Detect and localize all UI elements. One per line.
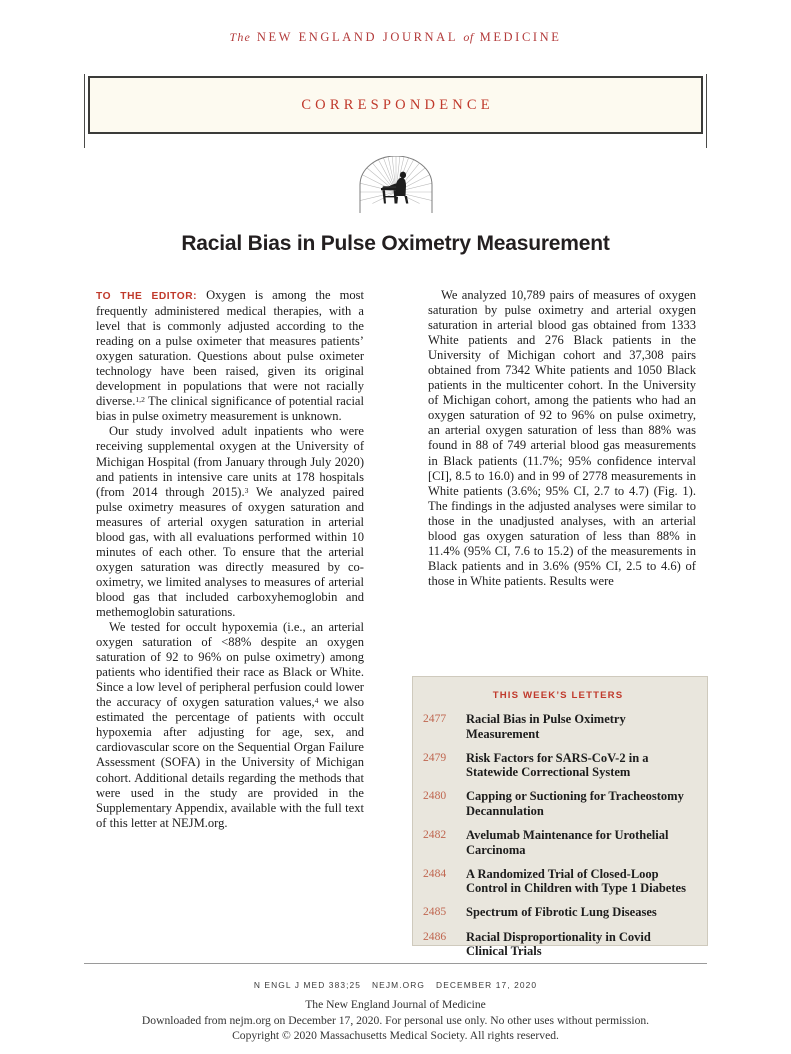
- list-item[interactable]: [423, 712, 693, 751]
- page-title: Racial Bias in Pulse Oximetry Measurement: [181, 232, 610, 255]
- list-item[interactable]: [423, 905, 693, 929]
- paragraph-2-text-a: Our study involved adult inpatients who were receiving supplemental oxygen at the University of Michigan Hospital (from January through July 2020) and patients in intensive care units at 178 hospitals (from 2014 through 2015).: [96, 424, 364, 499]
- paragraph-3: [96, 620, 364, 831]
- letter-title[interactable]: A Randomized Trial of Closed-Loop Control in Children with Type 1 Diabetes: [466, 866, 686, 896]
- footer-citation: [0, 980, 791, 990]
- body-column-right: [428, 288, 696, 589]
- masthead-the: The: [229, 30, 252, 44]
- paragraph-1: [96, 288, 364, 424]
- letter-page-number: 2485: [423, 905, 447, 919]
- masthead-tail: MEDICINE: [479, 30, 562, 44]
- correspondence-banner: [88, 76, 703, 134]
- letter-page-number: 2480: [423, 789, 447, 803]
- paragraph-1-tail: The clinical significance of potential racial bias in pulse oximetry measurement is unknown.: [96, 394, 364, 424]
- list-item[interactable]: [423, 789, 693, 828]
- footer-legal-line-2: Downloaded from nejm.org on December 17, 2020. For personal use only. No other uses without permission.: [141, 1013, 650, 1027]
- paragraph-4: We analyzed 10,789 pairs of measures of oxygen saturation by pulse oximetry and arterial oxygen saturation in arterial blood gas obtained from 1333 White patients and 276 Black patients in the University of Michigan cohort and 37,308 pairs obtained from 7342 White patients and 1050 Black patients in the multicenter cohort. In the University of Michigan cohort, among the patients who had an oxygen saturation of 92 to 96% on pulse oximetry, an arterial oxygen saturation of less than 88% was found in 88 of 749 arterial blood gas measurements in Black patients (11.7%; 95% confidence interval [CI], 8.5 to 16.0) and in 99 of 2778 measurements in White patients (3.6%; 95% CI, 2.7 to 4.7) (Fig. 1). The findings in the adjusted analyses were similar to those in the unadjusted analyses, with an arterial blood gas oxygen saturation of less than 88% in 11.4% (95% CI, 7.6 to 15.2) of the measurements in Black patients and in 3.6% (95% CI, 2.5 to 4.6) of those in White patients. Results were: [428, 288, 696, 588]
- lead-in-label: TO THE EDITOR:: [96, 291, 198, 302]
- list-item[interactable]: [423, 828, 693, 867]
- letter-page-number: 2482: [423, 828, 447, 842]
- footer-legal-line-3: Copyright © 2020 Massachusetts Medical Society. All rights reserved.: [232, 1029, 559, 1043]
- letter-title[interactable]: Capping or Suctioning for Tracheostomy Decannulation: [466, 789, 684, 818]
- this-weeks-letters-heading: THIS WEEK’S LETTERS: [492, 690, 624, 701]
- journal-masthead: [0, 28, 791, 46]
- paragraph-3-text-b: we also estimated the percentage of patients with occult hypoxemia after adjusting for age, sex, and cardiovascular score on the Sequential Organ Failure Assessment (SOFA) in the University of Michigan cohort. Additional details regarding the methods that were used in the study are provided in the Supplementary Appendix, available with the full text of this letter at NEJM.org.: [96, 695, 364, 830]
- footer-site: NEJM.ORG: [372, 980, 426, 990]
- letter-title[interactable]: Avelumab Maintenance for Urothelial Carcinoma: [466, 828, 669, 857]
- masthead-of: of: [463, 30, 474, 44]
- body-column-left: [96, 288, 364, 831]
- letter-title[interactable]: Spectrum of Fibrotic Lung Diseases: [466, 905, 657, 920]
- letter-title[interactable]: Risk Factors for SARS-CoV-2 in a Statewide Correctional System: [466, 750, 649, 780]
- footer-date: DECEMBER 17, 2020: [436, 980, 538, 990]
- this-weeks-letters-box: [412, 676, 708, 959]
- reference-marker-3: 3: [244, 485, 249, 495]
- letter-page-number: 2479: [423, 750, 447, 764]
- footer-divider: [84, 963, 707, 964]
- letter-page-number: 2486: [423, 929, 447, 943]
- reference-marker-1: 1,2: [135, 395, 145, 405]
- paragraph-3-text-a: We tested for occult hypoxemia (i.e., an arterial oxygen saturation of <88% despite an oxygen saturation of 92 to 96% on pulse oximetry) among patients who identified their race as Black or White. Since a low level of peripheral perfusion could lower the accuracy of oxygen saturation values,: [96, 620, 364, 710]
- letter-title[interactable]: Racial Bias in Pulse Oximetry Measurement: [466, 712, 626, 741]
- paragraph-2: [96, 424, 364, 620]
- nejm-emblem-icon: [359, 156, 433, 214]
- correspondence-label: CORRESPONDENCE: [301, 96, 494, 113]
- letter-page-number: 2477: [423, 712, 447, 725]
- letter-title[interactable]: Racial Disproportionality in Covid Clinical Trials: [466, 929, 651, 959]
- footer-legal: [0, 997, 791, 1044]
- letter-page-number: 2484: [423, 866, 447, 880]
- list-item[interactable]: [423, 751, 693, 790]
- footer-legal-line-1: The New England Journal of Medicine: [305, 998, 486, 1011]
- reference-marker-4: 4: [314, 696, 319, 706]
- footer-journal-volume: N ENGL J MED 383;25: [253, 980, 362, 990]
- paragraph-1-text: Oxygen is among the most frequently administered medical therapies, with a level that is commonly adjusted according to the reading on a pulse oximeter that measures patients’ oxygen saturation. Questions about pulse oximeter technology have been raised, given its original development in populations that were not racially diverse.: [96, 288, 364, 409]
- paragraph-2-text-b: We analyzed paired pulse oximetry measures of oxygen saturation and measures of arterial oxygen saturation in arterial blood gas, with all evaluations performed within 10 minutes of each other. To ensure that the arterial oxygen saturation was directly measured by co-oximetry, we limited analyses to measures of arterial blood gas that included carboxyhemoglobin and methemoglobin saturations.: [96, 484, 364, 619]
- masthead-text: [229, 30, 561, 44]
- letters-list: [423, 712, 693, 968]
- list-item[interactable]: [423, 867, 693, 906]
- masthead-main: NEW ENGLAND JOURNAL: [256, 30, 458, 44]
